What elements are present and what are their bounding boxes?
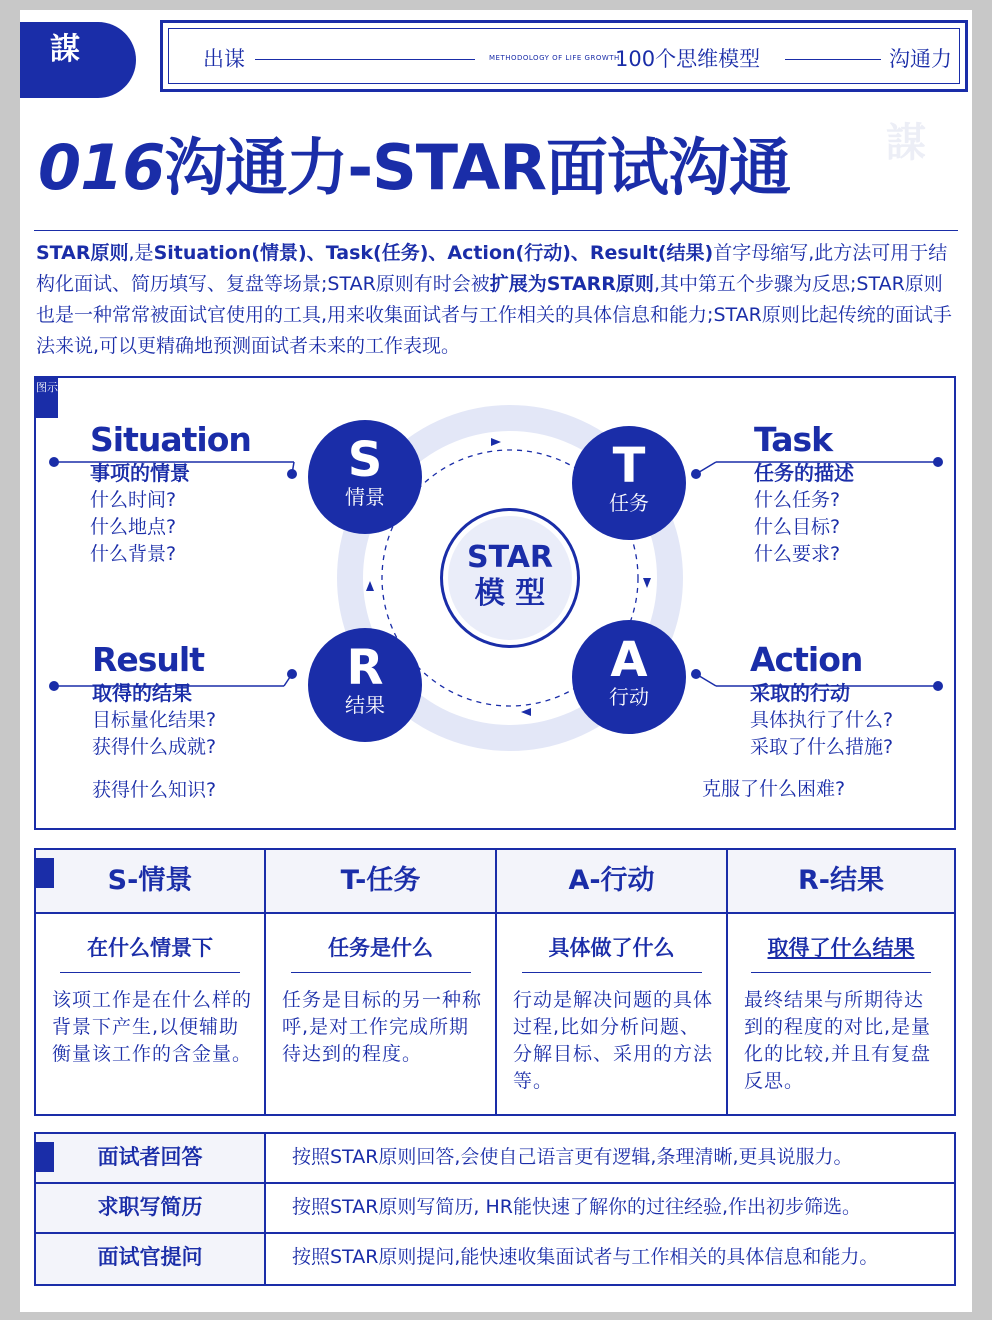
table-cell-r: 取得了什么结果 最终结果与所期待达到的程度的对比,是量化的比较,并且有复盘反思。 [728, 914, 954, 1114]
table-head-t: T-任务 [266, 850, 497, 914]
intro-paragraph: STAR原则,是Situation(情景)、Task(任务)、Action(行动)、Result(结果)首字母缩写,此方法可用于结构化面试、简历填写、复盘等场景;STAR原则有时会被扩展为STARR原则,其中第五个步骤为反思;STAR原则也是一种常常被面试官使用的工具,用来收集面试者与工作相关的具体信息和能力;STAR原则比起传统的面试手法来说,可以更精确地预测面试者未来的工作表现。 [36, 242, 952, 357]
title-text: 沟通力-STAR面试沟通 [164, 131, 791, 204]
star-table [34, 848, 956, 1116]
table-cell-a: 具体做了什么 行动是解决问题的具体过程,比如分析问题、分解目标、采用的方法等。 [497, 914, 728, 1114]
label-result: Result 取得的结果 目标量化结果? 获得什么成就? 获得什么知识? [92, 640, 217, 801]
table-head-s: S-情景 [36, 850, 266, 914]
label-situation: Situation 事项的情景 什么时间? 什么地点? 什么背景? [90, 420, 251, 565]
table-cell-s: 在什么情景下 该项工作是在什么样的背景下产生,以便辅助衡量该工作的含金量。 [36, 914, 266, 1114]
node-a: A 行动 [572, 620, 686, 734]
diagram-tag: 图示 [36, 378, 58, 418]
usage-row: 求职写简历 按照STAR原则写简历, HR能快速了解你的过往经验,作出初步筛选。 [36, 1184, 954, 1234]
table-head-r: R-结果 [728, 850, 954, 914]
banner-left: 出谋 [203, 47, 245, 71]
star-center: STAR 模 型 [448, 516, 572, 640]
node-r: R 结果 [308, 628, 422, 742]
table-cell-t: 任务是什么 任务是目标的另一种称呼,是对工作完成所期待达到的程度。 [266, 914, 497, 1114]
banner-center: 100个思维模型 [615, 47, 761, 71]
title-number: 016 [38, 131, 165, 204]
label-action: Action 采取的行动 具体执行了什么? 采取了什么措施? [750, 640, 894, 758]
divider [34, 230, 958, 231]
page [20, 10, 972, 1312]
banner-tagline: METHODOLOGY OF LIFE GROWTH [489, 54, 620, 62]
table-head-a: A-行动 [497, 850, 728, 914]
watermark-logo: 謀 [886, 120, 926, 166]
logo-glyph: 謀 [50, 32, 78, 67]
label-action-extra: 克服了什么困难? [702, 778, 846, 800]
node-s: S 情景 [308, 420, 422, 534]
usage-table [34, 1132, 956, 1286]
banner-right: 沟通力 [889, 47, 952, 71]
label-task: Task 任务的描述 什么任务? 什么目标? 什么要求? [754, 420, 854, 565]
top-banner [160, 20, 968, 92]
usage-row: 面试者回答 按照STAR原则回答,会使自己语言更有逻辑,条理清晰,更具说服力。 [36, 1134, 954, 1184]
usage-row: 面试官提问 按照STAR原则提问,能快速收集面试者与工作相关的具体信息和能力。 [36, 1234, 954, 1284]
star-diagram [34, 376, 956, 830]
page-title [38, 118, 790, 207]
logo [20, 22, 136, 98]
node-t: T 任务 [572, 426, 686, 540]
